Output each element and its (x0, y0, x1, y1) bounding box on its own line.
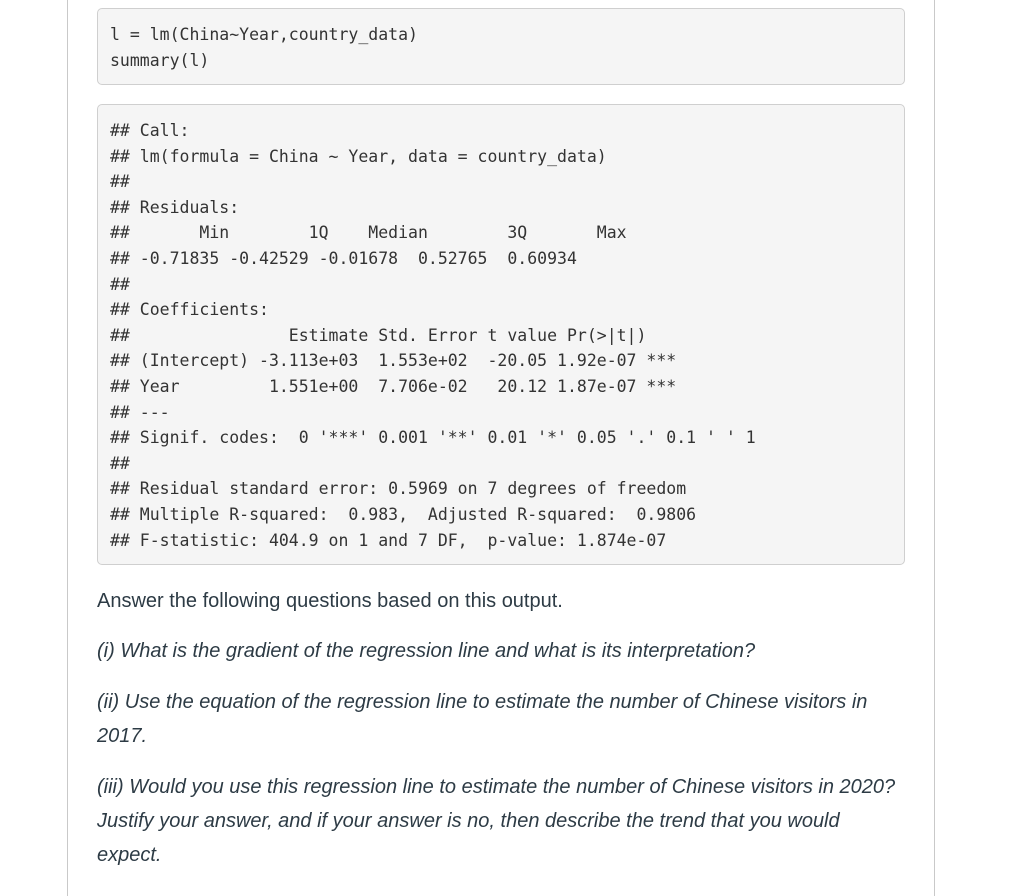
output-line: ## Multiple R-squared: 0.983, Adjusted R-squared: 0.9806 (110, 504, 697, 524)
output-line: ## Year 1.551e+00 7.706e-02 20.12 1.87e-07 *** (110, 376, 677, 396)
output-line: ## Call: (110, 121, 190, 140)
output-line: ## Coefficients: (110, 300, 269, 320)
output-line: ## --- (110, 402, 170, 422)
code-line: summary(l) (110, 50, 210, 70)
questions-intro: Answer the following questions based on this output. (97, 590, 563, 612)
output-line: ## Residuals: (110, 197, 240, 217)
question-iii: (iii) Would you use this regression line to estimate the number of Chinese visitors in 2020? Justify your answer, and if your answer is no, then describe the trend that you would expect. (97, 776, 896, 866)
output-line: ## -0.71835 -0.42529 -0.01678 0.52765 0.60934 (110, 248, 577, 268)
output-line: ## Estimate Std. Error t value Pr(>|t|) (110, 325, 647, 345)
question-i: (i) What is the gradient of the regression line and what is its interpretation? (97, 640, 756, 662)
r-output-block[interactable] (97, 104, 905, 565)
output-line: ## F-statistic: 404.9 on 1 and 7 DF, p-value: 1.874e-07 (110, 530, 667, 550)
output-line: ## Residual standard error: 0.5969 on 7 degrees of freedom (110, 479, 687, 499)
output-line: ## (Intercept) -3.113e+03 1.553e+02 -20.05 1.92e-07 *** (110, 351, 677, 371)
r-source-code-block[interactable] (97, 8, 905, 85)
output-line: ## Min 1Q Median 3Q Max (110, 223, 627, 243)
question-ii: (ii) Use the equation of the regression line to estimate the number of Chinese visitors in 2017. (97, 691, 868, 747)
output-line: ## (110, 453, 130, 473)
code-line: l = lm(China~Year,country_data) (110, 25, 418, 44)
output-line: ## lm(formula = China ~ Year, data = country_data) (110, 146, 607, 166)
output-line: ## (110, 274, 130, 294)
output-line: ## Signif. codes: 0 '***' 0.001 '**' 0.01 '*' 0.05 '.' 0.1 ' ' 1 (110, 428, 756, 448)
output-line: ## (110, 172, 130, 192)
